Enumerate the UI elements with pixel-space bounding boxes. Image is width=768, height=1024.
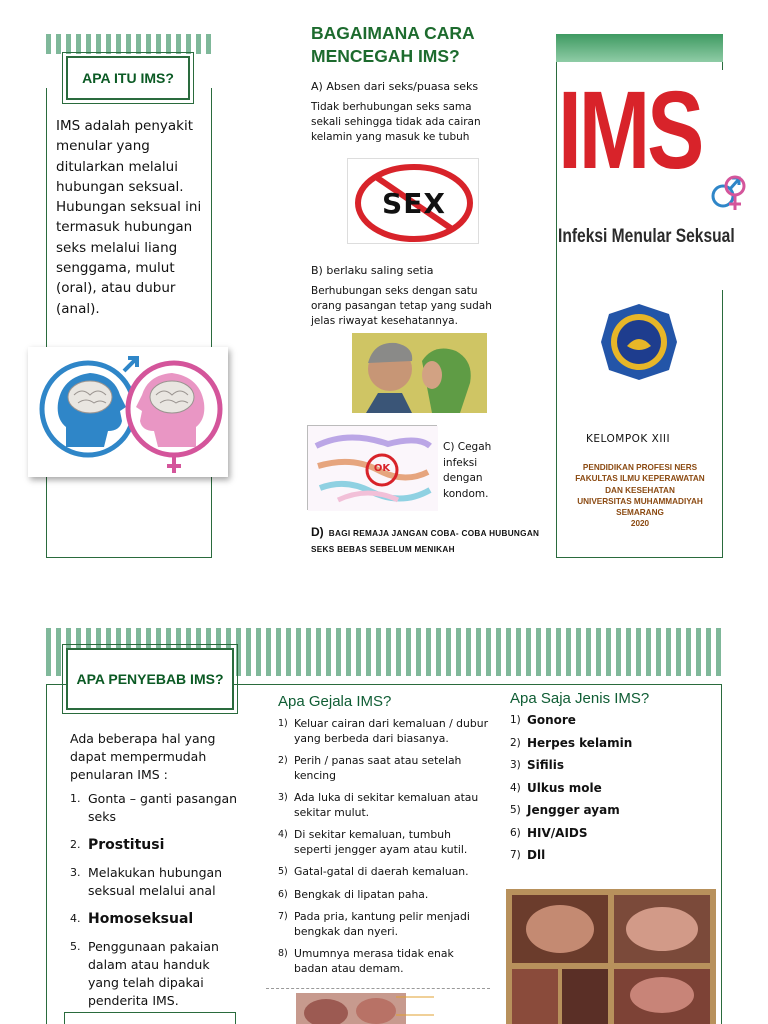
list-item bbox=[510, 758, 710, 773]
list-item bbox=[510, 736, 710, 751]
list-number: 2) bbox=[278, 755, 288, 766]
list-number: 2) bbox=[510, 736, 521, 749]
condom-image bbox=[307, 425, 437, 510]
list-number: 1) bbox=[510, 714, 521, 726]
list-number: 7) bbox=[510, 849, 521, 861]
institution-line: FAKULTAS ILMU KEPERAWATAN bbox=[575, 474, 705, 484]
list-item bbox=[70, 910, 240, 928]
list-number: 4) bbox=[278, 829, 288, 840]
institution-line: 2020 bbox=[630, 519, 650, 529]
brain-image bbox=[28, 347, 228, 477]
symptoms-list bbox=[278, 717, 490, 976]
university-seal-icon bbox=[599, 302, 679, 382]
list-item bbox=[510, 713, 710, 728]
ims-logo bbox=[558, 70, 758, 290]
list-number: 8) bbox=[278, 948, 288, 959]
list-number: 4) bbox=[510, 781, 521, 794]
prevent-d-body: BAGI REMAJA JANGAN COBA- COBA HUBUNGAN SEKS BEBAS SEBELUM MENIKAH bbox=[311, 529, 540, 554]
list-text: Di sekitar kemaluan, tumbuh seperti jengger ayam atau kutil. bbox=[294, 828, 468, 856]
prevent-c-label: C) Cegah infeksi dengan kondom. bbox=[443, 441, 492, 500]
prevent-d bbox=[311, 524, 551, 556]
institution-line: SEMARANG bbox=[616, 508, 664, 518]
anatomy-diagram bbox=[266, 988, 490, 1024]
list-text: Prostitusi bbox=[88, 837, 165, 853]
list-number: 2. bbox=[70, 838, 81, 851]
list-item bbox=[278, 754, 490, 783]
cause-intro: Ada beberapa hal yang dapat mempermudah penularan IMS : bbox=[70, 731, 216, 782]
cause-title: APA PENYEBAB IMS? bbox=[66, 648, 234, 710]
list-item bbox=[278, 947, 490, 976]
list-item bbox=[278, 791, 490, 820]
gender-symbols-icon bbox=[706, 166, 752, 222]
prevent-b-label: B) berlaku saling setia bbox=[311, 264, 434, 277]
no-sex-sign bbox=[347, 158, 479, 244]
list-item bbox=[510, 803, 710, 818]
list-item bbox=[278, 828, 490, 857]
list-text: Ada luka di sekitar kemaluan atau sekitar mulut. bbox=[294, 791, 479, 819]
institution-line: PENDIDIKAN PROFESI NERS bbox=[582, 463, 698, 472]
ims-logo-text: IMS bbox=[558, 69, 702, 192]
prevent-a-body: Tidak berhubungan seks sama sekali sehingga tidak ada cairan kelamin yang masuk ke tubuh bbox=[311, 101, 481, 143]
list-text: Ulkus mole bbox=[527, 780, 602, 795]
list-text: Sifilis bbox=[527, 758, 565, 772]
prevent-a-label: A) Absen dari seks/puasa seks bbox=[311, 80, 479, 93]
types-list bbox=[510, 713, 710, 863]
list-item bbox=[510, 826, 710, 841]
symptoms-title: Apa Gejala IMS? bbox=[278, 693, 392, 710]
list-number: 6) bbox=[510, 826, 521, 839]
list-item bbox=[70, 864, 240, 900]
no-sex-text: SEX bbox=[382, 187, 446, 220]
list-text: Perih / panas saat atau setelah kencing bbox=[294, 754, 462, 782]
list-number: 3) bbox=[510, 759, 521, 771]
list-text: Keluar cairan dari kemaluan / dubur yang berbeda dari biasanya. bbox=[294, 717, 489, 745]
list-text: Gatal-gatal di daerah kemaluan. bbox=[294, 865, 469, 878]
list-item bbox=[70, 790, 240, 826]
list-text: Bengkak di lipatan paha. bbox=[294, 887, 429, 901]
list-text: Umumnya merasa tidak enak badan atau demam. bbox=[294, 947, 454, 975]
list-item bbox=[278, 910, 490, 939]
list-text: Melakukan hubungan seksual melalui anal bbox=[88, 865, 223, 898]
list-text: Pada pria, kantung pelir menjadi bengkak dan nyeri. bbox=[294, 910, 470, 938]
bottom-frame-right bbox=[721, 684, 722, 1024]
group-name: KELOMPOK XIII bbox=[586, 433, 671, 445]
list-number: 3) bbox=[278, 792, 288, 803]
list-number: 6) bbox=[278, 888, 288, 900]
symptom-photo-collage bbox=[506, 889, 716, 1024]
panel2-title: BAGAIMANA CARA MENCEGAH IMS? bbox=[311, 23, 475, 66]
list-item bbox=[278, 865, 490, 880]
list-number: 4. bbox=[70, 912, 81, 925]
types-title: Apa Saja Jenis IMS? bbox=[510, 690, 650, 707]
panel1-title: APA ITU IMS? bbox=[66, 56, 190, 100]
list-item bbox=[70, 836, 240, 854]
cause-list bbox=[70, 790, 240, 1010]
ims-logo-subtitle: Infeksi Menular Seksual bbox=[558, 226, 735, 247]
panel1-body: IMS adalah penyakit menular yang ditularkan melalui hubungan seksual. Hubungan seksual ini termasuk hubungan seks melalui liang senggama, mulut (oral), atau dubur (anal). bbox=[56, 118, 202, 317]
list-number: 5) bbox=[278, 866, 288, 877]
list-item bbox=[510, 848, 710, 863]
institution-line: UNIVERSITAS MUHAMMADIYAH bbox=[577, 496, 703, 506]
panel3-green-band bbox=[556, 34, 723, 62]
couple-photo bbox=[352, 333, 487, 413]
panel1-stripe-header bbox=[46, 34, 212, 54]
institution-line: DAN KESEHATAN bbox=[605, 485, 675, 495]
list-number: 1) bbox=[278, 718, 288, 729]
institution-block bbox=[566, 462, 714, 530]
list-text: HIV/AIDS bbox=[527, 825, 588, 840]
list-item bbox=[278, 888, 490, 903]
list-text: Dll bbox=[527, 848, 546, 862]
list-number: 3. bbox=[70, 866, 81, 879]
cause-footer-box bbox=[64, 1012, 236, 1024]
list-number: 1. bbox=[70, 792, 81, 805]
prevent-d-label: D) bbox=[311, 525, 324, 539]
list-text: Penggunaan pakaian dalam atau handuk yang telah dipakai penderita IMS. bbox=[88, 939, 219, 1008]
list-text: Gonta – ganti pasangan seks bbox=[88, 791, 238, 824]
list-number: 7) bbox=[278, 911, 288, 922]
bottom-frame-left bbox=[46, 684, 47, 1024]
list-number: 5) bbox=[510, 804, 521, 816]
list-text: Gonore bbox=[527, 713, 576, 727]
list-number: 5. bbox=[70, 940, 81, 953]
list-text: Jengger ayam bbox=[527, 803, 620, 817]
list-text: Homoseksual bbox=[88, 911, 194, 927]
list-item bbox=[510, 781, 710, 796]
condom-badge: OK bbox=[373, 463, 391, 474]
prevent-b-body: Berhubungan seks dengan satu orang pasangan tetap yang sudah jelas riwayat kesehatannya. bbox=[311, 285, 492, 327]
list-item bbox=[278, 717, 490, 746]
list-item bbox=[70, 938, 240, 1010]
list-text: Herpes kelamin bbox=[527, 735, 633, 750]
